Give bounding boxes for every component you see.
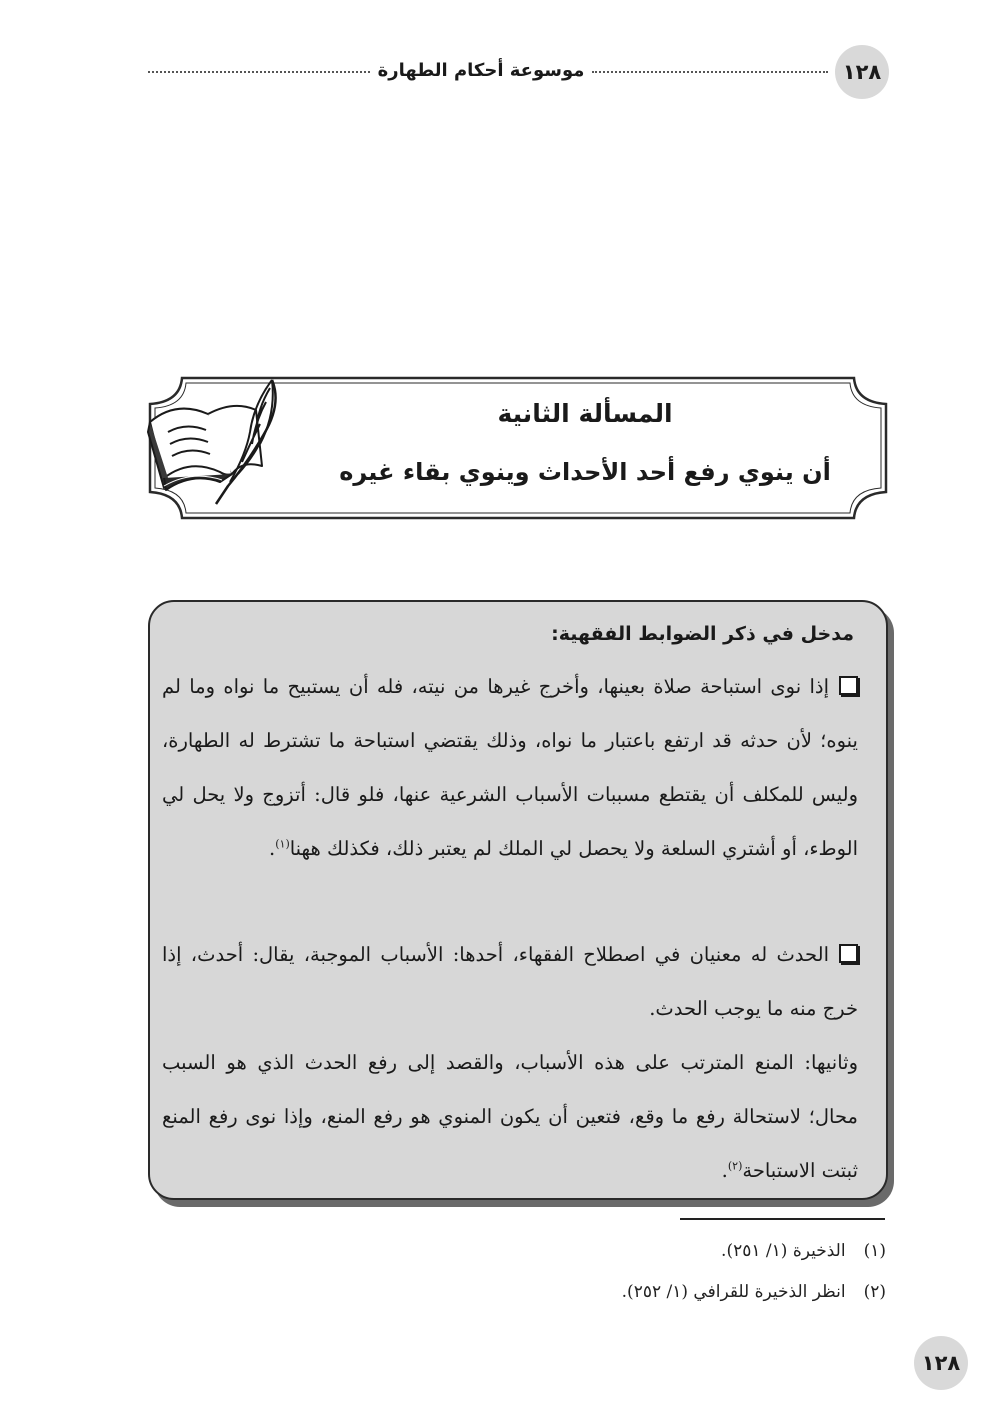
rule-3-text: وثانيها: المنع المترتب على هذه الأسباب، والقصد إلى رفع الحدث الذي هو السبب محال؛ لاستحالة رفع ما وقع، فتعين أن يكون المنوي هو رفع المنع، وإذا نوى رفع المنع ثبتت الاستباحة	[162, 1051, 858, 1182]
footnote-ref-2[interactable]: (٢)	[727, 1159, 743, 1173]
header-dotted-rule-right	[592, 71, 828, 73]
rules-panel	[148, 600, 888, 1200]
footer-page-number: ١٢٨	[914, 1336, 968, 1390]
checkbox-bullet-icon	[839, 676, 858, 695]
footnote-ref-1[interactable]: (١)	[275, 837, 290, 851]
footnote-2	[622, 1277, 886, 1307]
header-page-number: ١٢٨	[835, 45, 889, 99]
footnote-2-number: (٢)	[863, 1282, 886, 1302]
rule-paragraph-3	[162, 1036, 858, 1198]
footnote-1-text: الذخيرة (١/ ٢٥١).	[721, 1241, 846, 1261]
checkbox-bullet-icon	[839, 944, 858, 963]
rule-3-end: .	[721, 1159, 728, 1182]
footnote-2-text: انظر الذخيرة للقرافي (١/ ٢٥٢).	[621, 1282, 846, 1302]
footnote-1	[721, 1236, 886, 1266]
header-book-title: موسوعة أحكام الطهارة	[377, 60, 585, 81]
header-dotted-rule-left	[148, 71, 370, 73]
footnote-1-number: (١)	[863, 1241, 886, 1261]
rule-2-text: الحدث له معنيان في اصطلاح الفقهاء، أحدها: الأسباب الموجبة، يقال: أحدث، إذا خرج منه ما يوجب الحدث.	[162, 943, 858, 1020]
rule-1-end: .	[269, 837, 276, 860]
rule-paragraph-1	[162, 660, 858, 876]
chapter-title-box	[146, 374, 890, 522]
rule-1-text: إذا نوى استباحة صلاة بعينها، وأخرج غيرها من نيته، فله أن يستبيح ما نواه وما لم ينوه؛ لأن حدثه قد ارتفع باعتبار ما نواه، وذلك يقتضي استباحة ما تشترط له الطهارة، وليس للمكلف أن يقتطع مسببات الأسباب الشرعية عنها، فلو قال: أتزوج ولا يحل لي الوطء، أو أشتري السلعة ولا يحصل لي الملك لم يعتبر ذلك، فكذلك ههنا	[162, 675, 858, 860]
book-and-quill-icon	[146, 374, 282, 510]
panel-intro: مدخل في ذكر الضوابط الفقهية:	[551, 623, 854, 645]
question-heading: المسألة الثانية	[497, 399, 673, 428]
question-subheading: أن ينوي رفع أحد الأحداث وينوي بقاء غيره	[339, 458, 831, 486]
footnote-separator	[680, 1218, 885, 1220]
rule-paragraph-2	[162, 928, 858, 1036]
